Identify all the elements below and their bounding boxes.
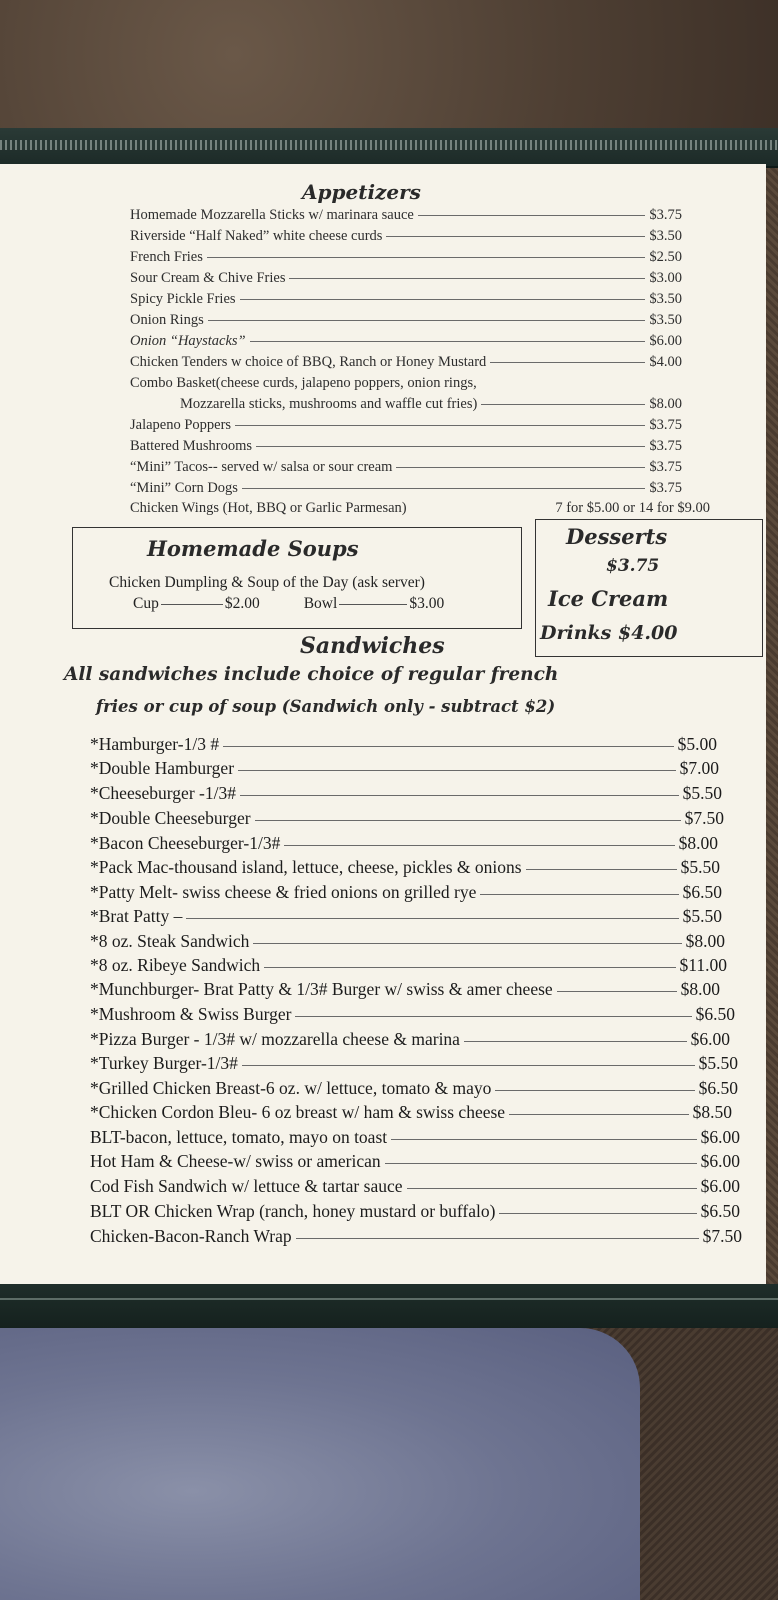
appetizer-row: Chicken Wings (Hot, BBQ or Garlic Parmesan) 7 for $5.00 or 14 for $9.00 (130, 500, 710, 516)
soups-box (72, 527, 522, 629)
sandwiches-title: Sandwiches (300, 633, 445, 659)
appetizer-row: Chicken Tenders w choice of BBQ, Ranch or Honey Mustard $4.00 (130, 354, 682, 370)
sandwich-row: *Patty Melt- swiss cheese & fried onions on grilled rye $6.50 (90, 882, 722, 902)
soups-prices (133, 595, 453, 613)
sandwich-row: *Grilled Chicken Breast-6 oz. w/ lettuce, tomato & mayo $6.50 (90, 1078, 738, 1098)
appetizer-row: Riverside “Half Naked” white cheese curds $3.50 (130, 228, 682, 244)
bowl-price: $3.00 (409, 595, 445, 612)
ice-cream-label: Ice Cream (548, 586, 669, 611)
desserts-price: $3.75 (606, 556, 660, 576)
sandwich-row: Cod Fish Sandwich w/ lettuce & tartar sauce $6.00 (90, 1176, 740, 1196)
appetizer-row: French Fries $2.50 (130, 249, 682, 265)
appetizer-row: “Mini” Corn Dogs $3.75 (130, 480, 682, 496)
appetizer-row: Onion “Haystacks” $6.00 (130, 333, 682, 349)
sandwich-row: *Turkey Burger-1/3# $5.50 (90, 1053, 738, 1073)
sandwich-row: *Pack Mac-thousand island, lettuce, cheese, pickles & onions $5.50 (90, 857, 720, 877)
sandwich-row: *Mushroom & Swiss Burger $6.50 (90, 1004, 735, 1024)
sandwiches-note-line2: fries or cup of soup (Sandwich only - subtract $2) (96, 697, 556, 716)
sandwich-row: *Pizza Burger - 1/3# w/ mozzarella cheese & marina $6.00 (90, 1029, 730, 1049)
sandwich-row: *Double Cheeseburger $7.50 (90, 808, 724, 828)
menu-binder-top (0, 128, 778, 168)
appetizer-row: Combo Basket(cheese curds, jalapeno poppers, onion rings, (130, 375, 477, 391)
cup-price: $2.00 (224, 595, 260, 612)
carpet-background (0, 0, 778, 135)
sandwich-row: *Chicken Cordon Bleu- 6 oz breast w/ ham & swiss cheese $8.50 (90, 1102, 732, 1122)
sandwich-row: BLT-bacon, lettuce, tomato, mayo on toast $6.00 (90, 1127, 740, 1147)
cup-label: Cup (133, 595, 159, 612)
sandwich-row: *8 oz. Steak Sandwich $8.00 (90, 931, 725, 951)
sandwiches-note-line1: All sandwiches include choice of regular french (64, 664, 559, 685)
sandwich-row: BLT OR Chicken Wrap (ranch, honey mustard or buffalo) $6.50 (90, 1201, 740, 1221)
drinks-label: Drinks $4.00 (540, 622, 678, 644)
appetizers-title: Appetizers (302, 180, 421, 204)
appetizer-row: “Mini” Tacos-- served w/ salsa or sour cream $3.75 (130, 459, 682, 475)
bowl-label: Bowl (303, 595, 338, 612)
desserts-title: Desserts (566, 524, 668, 549)
sandwich-row: *Bacon Cheeseburger-1/3# $8.00 (90, 833, 718, 853)
sandwich-row: *Munchburger- Brat Patty & 1/3# Burger w/ swiss & amer cheese $8.00 (90, 979, 720, 999)
shirt-background (0, 1328, 640, 1600)
soups-title: Homemade Soups (147, 536, 359, 561)
sandwich-row: *Double Hamburger $7.00 (90, 758, 719, 778)
sandwich-row: *Brat Patty – $5.50 (90, 906, 722, 926)
appetizer-row: Battered Mushrooms $3.75 (130, 438, 682, 454)
sandwich-row: *Hamburger-1/3 # $5.00 (90, 734, 717, 754)
desserts-box (535, 519, 763, 657)
appetizer-row: Jalapeno Poppers $3.75 (130, 417, 682, 433)
sandwich-row: Hot Ham & Cheese-w/ swiss or american $6.00 (90, 1151, 740, 1171)
sandwich-row: *Cheeseburger -1/3# $5.50 (90, 783, 722, 803)
appetizer-row: Onion Rings $3.50 (130, 312, 682, 328)
soups-description: Chicken Dumpling & Soup of the Day (ask server) (109, 574, 425, 591)
sandwich-row: Chicken-Bacon-Ranch Wrap $7.50 (90, 1226, 742, 1246)
menu-binder-bottom (0, 1284, 778, 1328)
appetizer-row: Homemade Mozzarella Sticks w/ marinara sauce $3.75 (130, 207, 682, 223)
appetizer-row: Spicy Pickle Fries $3.50 (130, 291, 682, 307)
appetizer-row: Sour Cream & Chive Fries $3.00 (130, 270, 682, 286)
appetizer-row: Mozzarella sticks, mushrooms and waffle cut fries) $8.00 (180, 396, 682, 412)
sandwich-row: *8 oz. Ribeye Sandwich $11.00 (90, 955, 727, 975)
